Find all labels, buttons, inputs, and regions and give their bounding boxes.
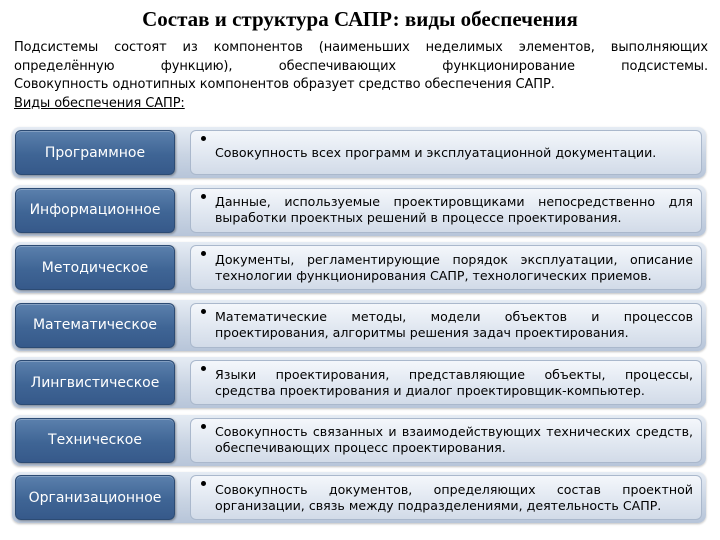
- support-type-row: [12, 127, 706, 178]
- support-type-row: [12, 242, 706, 293]
- description-text: Данные, используемые проектировщиками непосредственно для выработки проектных решений в процессе проектирования.: [215, 194, 693, 225]
- support-type-description: [190, 475, 702, 520]
- support-type-description: [190, 418, 702, 463]
- support-type-row: [12, 300, 706, 351]
- support-type-label: Методическое: [15, 245, 175, 290]
- support-type-description: [190, 130, 702, 175]
- description-text: Совокупность документов, определяющих состав проектной организации, связь между подразделениями, деятельность САПР.: [215, 481, 693, 513]
- support-type-row: [12, 415, 706, 466]
- description-text: Языки проектирования, представляющие объекты, процессы, средства проектирования и диалог проектировщик-компьютер.: [215, 366, 693, 398]
- support-type-label: Информационное: [15, 188, 175, 233]
- bullet-icon: [201, 194, 206, 199]
- support-type-description: [190, 303, 702, 348]
- description-text: Совокупность всех программ и эксплуатационной документации.: [215, 144, 657, 160]
- support-type-row: [12, 185, 706, 236]
- intro-paragraph-2: [14, 76, 708, 95]
- bullet-icon: [201, 309, 206, 314]
- intro-paragraph-1: [14, 39, 708, 76]
- intro-text-part: Подсистемы состоят из: [14, 40, 214, 55]
- intro-text-part: Совокупность однотипных компонентов образует: [14, 77, 359, 92]
- support-type-label: Математическое: [15, 303, 175, 348]
- description-text: Документы, регламентирующие порядок эксплуатации, описание технологии функционирования САПР, технологических приемов.: [215, 251, 693, 283]
- support-type-label: Техническое: [15, 418, 175, 463]
- description-text: Совокупность связанных и взаимодействующих технических средств, обеспечивающих процесс проектирования.: [215, 424, 693, 455]
- intro-text-part: .: [550, 77, 555, 92]
- page-title: Состав и структура САПР: виды обеспечения: [142, 7, 578, 31]
- term-means-of-support: средство обеспечения САПР: [358, 77, 551, 92]
- bullet-icon: [201, 251, 206, 256]
- support-types-list: [12, 127, 706, 530]
- support-type-row: [12, 357, 706, 408]
- intro-text-part: (наименьших неделимых элементов, выполняющих определённую функцию), обеспечивающих функционирование подсистемы.: [14, 40, 708, 74]
- intro-text: [14, 39, 708, 113]
- bullet-icon: [201, 136, 206, 141]
- support-type-description: [190, 245, 702, 290]
- support-type-description: [190, 360, 702, 405]
- bullet-icon: [201, 481, 206, 486]
- bullet-icon: [201, 424, 206, 429]
- intro-list-heading: Виды обеспечения САПР:: [14, 95, 185, 111]
- support-type-description: [190, 188, 702, 233]
- description-text: Математические методы, модели объектов и процессов проектирования, алгоритмы решения задач проектирования.: [215, 309, 693, 340]
- bullet-icon: [201, 366, 206, 371]
- support-type-row: [12, 472, 706, 523]
- support-type-label: Программное: [15, 130, 175, 175]
- support-type-label: Лингвистическое: [15, 360, 175, 405]
- support-type-label: Организационное: [15, 475, 175, 520]
- term-components: компонентов: [213, 40, 303, 55]
